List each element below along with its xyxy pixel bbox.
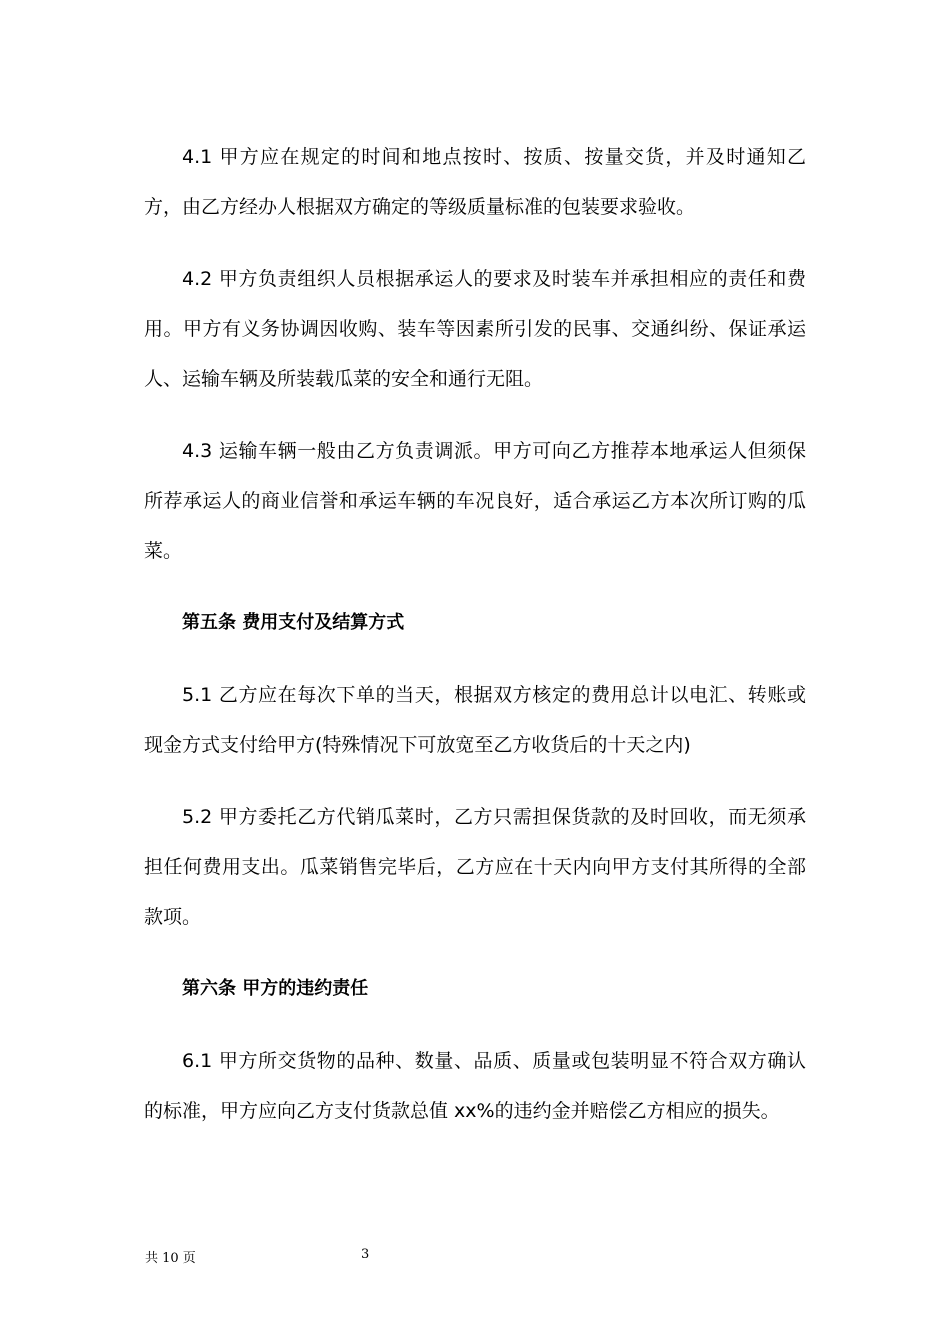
clause-4-3: 4.3 运输车辆一般由乙方负责调派。甲方可向乙方推荐本地承运人但须保所荐承运人的商业信誉和承运车辆的车况良好，适合承运乙方本次所订购的瓜菜。 (144, 440, 806, 562)
footer-page-number: 3 (361, 1247, 370, 1262)
clause-5-2: 5.2 甲方委托乙方代销瓜菜时，乙方只需担保货款的及时回收，而无须承担任何费用支出。瓜菜销售完毕后，乙方应在十天内向甲方支付其所得的全部款项。 (144, 806, 806, 928)
clause-5-1: 5.1 乙方应在每次下单的当天，根据双方核定的费用总计以电汇、转账或现金方式支付给甲方(特殊情况下可放宽至乙方收货后的十天之内) (144, 684, 806, 756)
clause-4-1: 4.1 甲方应在规定的时间和地点按时、按质、按量交货，并及时通知乙方，由乙方经办人根据双方确定的等级质量标准的包装要求验收。 (144, 146, 806, 218)
footer-total-pages: 共 10 页 (145, 1251, 196, 1266)
clause-6-1: 6.1 甲方所交货物的品种、数量、品质、质量或包装明显不符合双方确认的标准，甲方应向乙方支付货款总值 xx%的违约金并赔偿乙方相应的损失。 (144, 1050, 806, 1122)
article-6-heading: 第六条 甲方的违约责任 (182, 978, 369, 999)
article-5-heading: 第五条 费用支付及结算方式 (182, 612, 405, 633)
clause-4-2: 4.2 甲方负责组织人员根据承运人的要求及时装车并承担相应的责任和费用。甲方有义务协调因收购、装车等因素所引发的民事、交通纠纷、保证承运人、运输车辆及所装载瓜菜的安全和通行无阻。 (144, 268, 806, 390)
document-body (144, 132, 806, 1158)
